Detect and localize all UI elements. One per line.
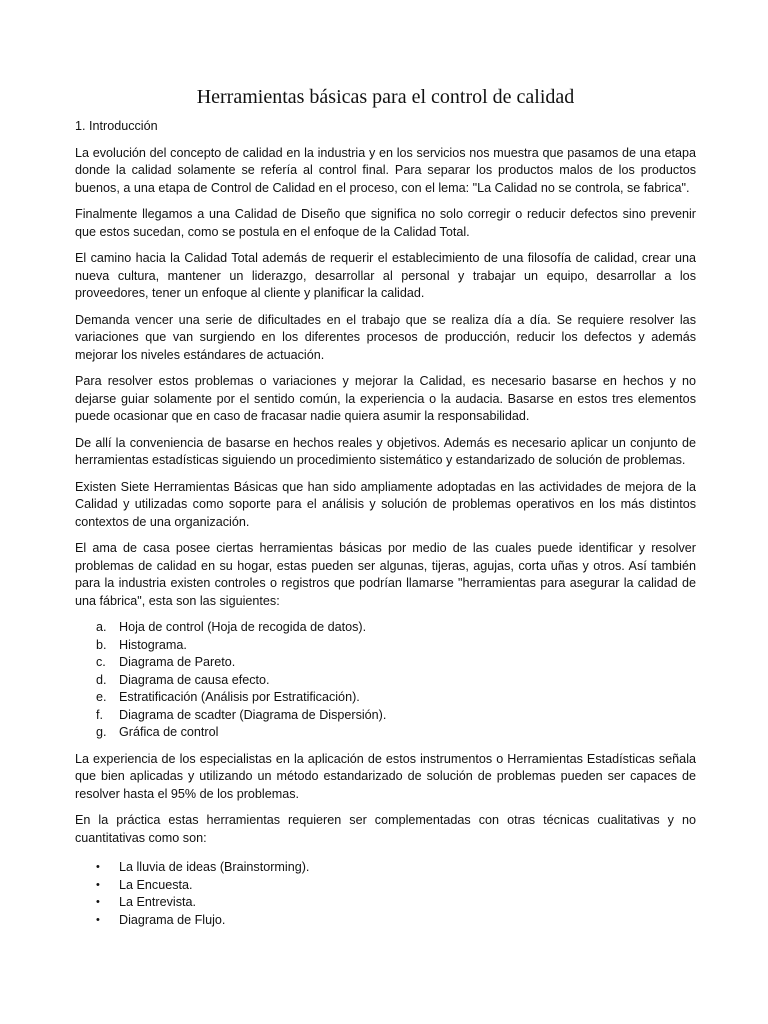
list-item [75, 707, 696, 725]
list-marker: b. [96, 637, 107, 652]
list-item [75, 637, 696, 655]
bullet-icon: • [96, 861, 100, 873]
tools-list [75, 619, 696, 742]
list-item [75, 619, 696, 637]
document-title: Herramientas básicas para el control de calidad [196, 86, 575, 108]
list-item-text: La Encuesta. [119, 877, 193, 892]
list-item-text: Estratificación (Análisis por Estratificación). [119, 690, 360, 704]
bullet-icon: • [96, 896, 100, 908]
paragraph: En la práctica estas herramientas requieren ser complementadas con otras técnicas cualitativas y no cuantitativas como son: [75, 813, 696, 845]
section-heading: 1. Introducción [75, 119, 158, 133]
list-marker: d. [96, 672, 107, 687]
list-item-text: Diagrama de causa efecto. [119, 672, 270, 687]
list-item-text: Histograma. [119, 637, 187, 652]
list-item [75, 912, 696, 930]
paragraph: Finalmente llegamos a una Calidad de Diseño que significa no solo corregir o reducir defectos sino prevenir que estos sucedan, como se postula en el enfoque de la Calidad Total. [75, 207, 696, 239]
paragraph: Para resolver estos problemas o variaciones y mejorar la Calidad, es necesario basarse en hechos y no dejarse guiar solamente por el sentido común, la experiencia o la audacia. Basarse en estos tres elementos puede ocasionar que en caso de fracasar nadie quiera asumir la responsabilidad. [75, 374, 696, 423]
bullet-icon: • [96, 878, 100, 891]
list-marker: f. [96, 707, 103, 722]
paragraph: Demanda vencer una serie de dificultades en el trabajo que se realiza día a día. Se requiere resolver las variaciones que van surgiendo en los diferentes procesos de producción, reducir los defectos y además mejorar los niveles estándares de actuación. [75, 312, 696, 362]
list-item-text: La lluvia de ideas (Brainstorming). [119, 860, 310, 874]
list-item-text: Diagrama de scadter (Diagrama de Dispersión). [119, 707, 387, 722]
list-marker: e. [96, 690, 107, 704]
paragraph: De allí la conveniencia de basarse en hechos reales y objetivos. Además es necesario aplicar un conjunto de herramientas estadísticas siguiendo un procedimiento sistemático y estandarizado de solución de problemas. [75, 435, 696, 467]
bullet-icon: • [96, 913, 100, 926]
paragraph: La experiencia de los especialistas en la aplicación de estos instrumentos o Herramientas Estadísticas señala que bien aplicadas y utilizando un método estandarizado de solución de problemas pueden ser capaces de resolver hasta el 95% de los problemas. [75, 751, 696, 801]
list-item [75, 859, 696, 877]
paragraph: La evolución del concepto de calidad en la industria y en los servicios nos muestra que pasamos de una etapa donde la calidad solamente se refería al control final. Para separar los productos malos de los productos buenos, a una etapa de Control de Calidad en el proceso, con el lema: "La Calidad no se controla, se fabrica". [75, 145, 696, 195]
list-item [75, 877, 696, 895]
list-item-text: Hoja de control (Hoja de recogida de datos). [119, 620, 367, 634]
list-item [75, 894, 696, 912]
list-marker: g. [96, 725, 107, 739]
list-item [75, 654, 696, 672]
paragraph: El camino hacia la Calidad Total además de requerir el establecimiento de una filosofía de calidad, crear una nueva cultura, mantener un liderazgo, desarrollar al personal y trabajar un equipo, desarrollar a los proveedores, tener un enfoque al cliente y planificar la calidad. [75, 251, 696, 300]
list-item-text: Gráfica de control [119, 725, 219, 739]
list-item-text: Diagrama de Flujo. [119, 912, 226, 927]
list-item [75, 689, 696, 707]
paragraph: El ama de casa posee ciertas herramientas básicas por medio de las cuales puede identificar y resolver problemas de calidad en su hogar, estas pueden ser algunas, tijeras, agujas, corta uñas y otros. Así también para la industria existen controles o registros que podrían llamarse "herramientas para asegurar la calidad de una fábrica", esta son las siguientes: [75, 541, 696, 608]
document-page [75, 84, 696, 929]
list-marker: c. [96, 655, 106, 669]
techniques-list [75, 859, 696, 929]
list-item [75, 724, 696, 742]
list-item-text: Diagrama de Pareto. [119, 655, 236, 669]
list-item-text: La Entrevista. [119, 895, 197, 909]
list-marker: a. [96, 620, 107, 634]
list-item [75, 672, 696, 690]
paragraph: Existen Siete Herramientas Básicas que han sido ampliamente adoptadas en las actividades de mejora de la Calidad y utilizadas como soporte para el análisis y solución de problemas operativos en los más distintos contextos de una organización. [75, 479, 696, 529]
